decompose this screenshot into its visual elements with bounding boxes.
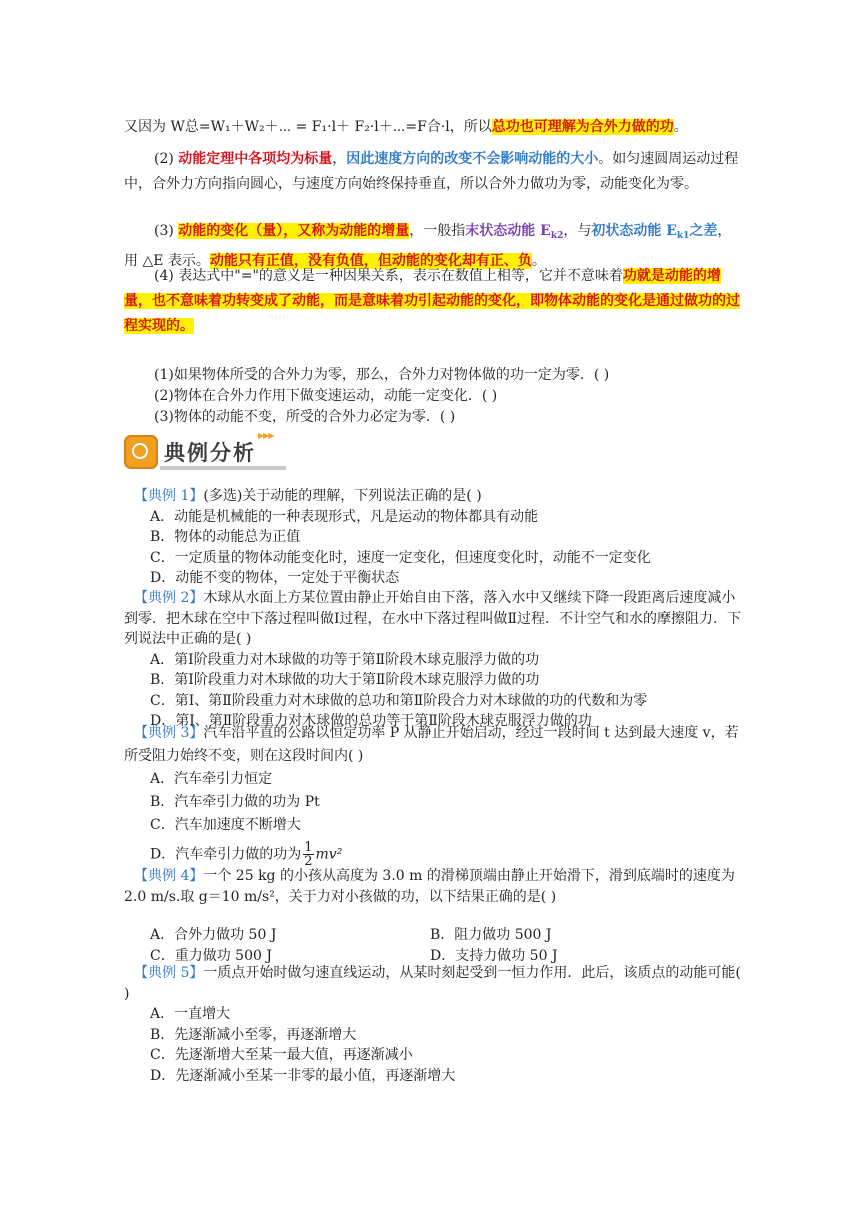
judge-question-1: (1)如果物体所受的合外力为零，那么，合外力对物体做的功一定为零．( ) bbox=[154, 367, 610, 383]
option-c: C．汽车加速度不断增大 bbox=[150, 817, 301, 833]
example-2: 【典例 2】木球从水面上方某位置由静止开始自由下落，落入水中又继续下降一段距离后速度减小到零．把木球在空中下落过程叫做Ⅰ过程，在水中下落过程叫做Ⅱ过程．不计空气和水的摩擦阻力．下列说法中正确的是( ) A．第Ⅰ阶段重力对木球做的功等于第Ⅱ阶段木球克服浮力做的功 B．第Ⅰ阶段重力对木球做的功大于第Ⅱ阶段木球克服浮力做的功 C．第Ⅰ、第Ⅱ阶段重力对木球做的总功和第Ⅱ阶段合力对木球做的功的代数和为零 D．第Ⅰ、第Ⅱ阶段重力对木球做的总功等于第Ⅱ阶段木球克服浮力做的功 bbox=[124, 588, 744, 732]
paragraph-equals-meaning: (4) 表达式中"="的意义是一种因果关系，表示在数值上相等，它并不意味着功就是动能的增量，也不意味着功转变成了动能，而是意味着功引起动能的变化，即物体动能的变化是通过做功的过程实现的。 bbox=[124, 268, 740, 334]
initial-kinetic-energy: 初状态动能 $E_{k1}$之差 bbox=[591, 223, 718, 241]
option-b: B．汽车牵引力做的功为 Pt bbox=[150, 794, 320, 810]
red-text-scalar: 动能定理中各项均为标量 bbox=[178, 151, 333, 167]
option-a: A．动能是机械能的一种表现形式，凡是运动的物体都具有动能 bbox=[150, 508, 539, 525]
option-a: A．第Ⅰ阶段重力对木球做的功等于第Ⅱ阶段木球克服浮力做的功 bbox=[150, 651, 540, 668]
paragraph-scalar: (2) 动能定理中各项均为标量，因此速度方向的改变不会影响动能的大小。如匀速圆周运动过程中，合外力方向指向圆心，与速度方向始终保持垂直，所以合外力做功为零，动能变化为零。 bbox=[124, 151, 739, 192]
option-d: D．汽车牵引力做的功为 $\frac{1}{2}$ mv² bbox=[150, 840, 343, 869]
option-c: C．一定质量的物体动能变化时，速度一定变化，但速度变化时，动能不一定变化 bbox=[150, 549, 651, 566]
fraction-one-half: $\frac{1}{2}$ bbox=[304, 840, 313, 869]
globe-icon bbox=[124, 435, 158, 469]
option-a: A．一直增大 bbox=[150, 1006, 231, 1022]
triple-arrow-icon: ▶▶▶ bbox=[258, 431, 274, 440]
paragraph-kinetic-change: (3) 动能的变化（量），又称为动能的增量，一般指末状态动能 $E_{k2}$，与初状态动能 $E_{k1}$之差，用 △E 表示。动能只有正值，没有负值，但动能的变化却有正、负。 bbox=[124, 223, 732, 269]
judge-question-2: (2)物体在合外力作用下做变速运动，动能一定变化．( ) bbox=[154, 388, 498, 404]
example-3: 【典例 3】汽车沿平直的公路以恒定功率 P 从静止开始启动，经过一段时间 t 达到最大速度 v，若所受阻力始终不变，则在这段时间内( ) A．汽车牵引力恒定 B．汽车牵引力做的功为 Pt C．汽车加速度不断增大 D．汽车牵引力做的功为 $\frac{1}{2}$ mv² bbox=[124, 722, 744, 868]
example-5: 【典例 5】一质点开始时做匀速直线运动，从某时刻起受到一恒力作用．此后，该质点的动能可能( ) A．一直增大 B．先逐渐减小至零，再逐渐增大 C．先逐渐增大至某一最大值，再逐渐减小 D．先逐渐减小至某一非零的最小值，再逐渐增大 bbox=[124, 963, 744, 1086]
example-4: 【典例 4】一个 25 kg 的小孩从高度为 3.0 m 的滑梯顶端由静止开始滑下，滑到底端时的速度为 2.0 m/s.取 g＝10 m/s²，关于力对小孩做的功，以下结果正确的是( ) A．合外力做功 50 J B．阻力做功 500 J C．重力做功 500 J D．支持力做功 50 J bbox=[124, 866, 744, 966]
judge-question-3: (3)物体的动能不变，所受的合外力必定为零．( ) bbox=[154, 409, 456, 425]
example-1: 【典例 1】(多选)关于动能的理解，下列说法正确的是( ) A．动能是机械能的一种表现形式，凡是运动的物体都具有动能 B．物体的动能总为正值 C．一定质量的物体动能变化时，速度一定变化，但速度变化时，动能不一定变化 D．动能不变的物体，一定处于平衡状态 bbox=[124, 486, 744, 589]
option-b: B．先逐渐减小至零，再逐渐增大 bbox=[150, 1026, 357, 1043]
highlight-kinetic-change: 动能的变化（量），又称为动能的增量 bbox=[178, 223, 410, 239]
option-d: D．支持力做功 50 J bbox=[430, 947, 558, 964]
option-d: D．先逐渐减小至某一非零的最小值，再逐渐增大 bbox=[150, 1067, 456, 1084]
option-a: A．汽车牵引力恒定 bbox=[150, 771, 273, 787]
option-b: B．阻力做功 500 J bbox=[430, 927, 552, 943]
option-d: D．动能不变的物体，一定处于平衡状态 bbox=[150, 570, 400, 586]
option-c: C．第Ⅰ、第Ⅱ阶段重力对木球做的总功和第Ⅱ阶段合力对木球做的功的代数和为零 bbox=[150, 692, 648, 709]
option-d: D．第Ⅰ、第Ⅱ阶段重力对木球做的总功等于第Ⅱ阶段木球克服浮力做的功 bbox=[150, 713, 592, 729]
section-title: 典例分析 bbox=[164, 441, 256, 465]
example-label: 【典例 2】 bbox=[134, 590, 204, 606]
highlight-work-causes-change: 功就是动能的增量，也不意味着功转变成了动能，而是意味着功引起动能的变化，即物体动能的变化是通过做功的过程实现的。 bbox=[124, 268, 740, 334]
example-label: 【典例 4】 bbox=[134, 868, 204, 884]
final-kinetic-energy: 末状态动能 $E_{k2}$ bbox=[465, 223, 564, 241]
option-b: B．第Ⅰ阶段重力对木球做的功大于第Ⅱ阶段木球克服浮力做的功 bbox=[150, 672, 540, 688]
option-c: C．重力做功 500 J bbox=[150, 947, 272, 964]
example-label: 【典例 5】 bbox=[134, 965, 204, 981]
section-banner bbox=[124, 433, 286, 473]
option-c: C．先逐渐增大至某一最大值，再逐渐减小 bbox=[150, 1047, 413, 1063]
blue-text-direction: 因此速度方向的改变不会影响动能的大小 bbox=[346, 151, 599, 167]
example-label: 【典例 1】 bbox=[134, 488, 204, 504]
paragraph-total-work: 又因为 W总=W₁＋W₂＋⋯ = F₁·l＋ F₂·l＋⋯=F合·l，所以总功也可理解为合外力做的功。 bbox=[124, 119, 688, 135]
option-b: B．物体的动能总为正值 bbox=[150, 529, 301, 545]
example-label: 【典例 3】 bbox=[134, 725, 204, 741]
highlight-positive-value: 动能只有正值，没有负值，但动能的变化却有正、负 bbox=[209, 253, 532, 269]
banner-underline bbox=[160, 466, 286, 470]
option-a: A．合外力做功 50 J bbox=[150, 927, 277, 943]
highlight-total-work: 总功也可理解为合外力做的功 bbox=[491, 119, 674, 135]
